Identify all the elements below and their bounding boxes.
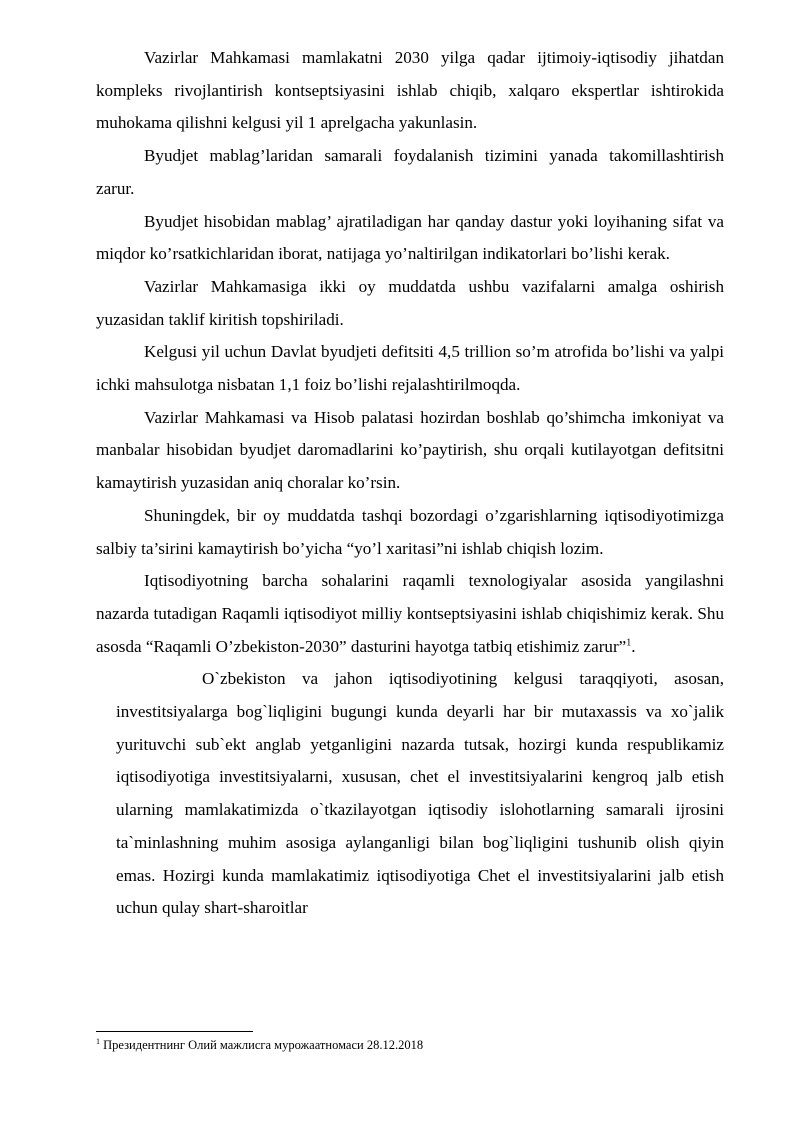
footnote-text: Президентнинг Олий мажлисга мурожаатномаси 28.12.2018 — [103, 1038, 424, 1052]
body-text — [96, 42, 724, 925]
paragraph: Kelgusi yil uchun Davlat byudjeti defitsiti 4,5 trillion so’m atrofida bo’lishi va yalpi ichki mahsulotga nisbatan 1,1 foiz bo’lishi rejalashtirilmoqda. — [96, 342, 724, 395]
paragraph: Byudjet hisobidan mablag’ ajratiladigan har qanday dastur yoki loyihaning sifat va miqdor ko’rsatkichlaridan iborat, natijaga yo’naltirilgan indikatorlari bo’lishi kerak. — [96, 211, 724, 264]
footnote-reference[interactable]: 1 — [626, 636, 632, 648]
paragraph: Vazirlar Mahkamasiga ikki oy muddatda ushbu vazifalarni amalga oshirish yuzasidan taklif kiritish topshiriladi. — [96, 276, 724, 329]
paragraph: Shuningdek, bir oy muddatda tashqi bozordagi o’zgarishlarning iqtisodiyotimizga salbiy ta’sirini kamaytirish bo’yicha “yo’l xaritasi”ni ishlab chiqish lozim. — [96, 505, 724, 558]
paragraph: Byudjet mablag’laridan samarali foydalanish tizimini yanada takomillashtirish zarur. — [96, 146, 724, 198]
paragraph: Iqtisodiyotning barcha sohalarini raqamli texnologiyalar asosida yangilashni nazarda tutadigan Raqamli iqtisodiyot milliy kontseptsiyasini ishlab chiqishimiz kerak. Shu asosda “Raqamli O’zbekiston-2030” dasturini hayotga tatbiq etishimiz zarur”$^1$. — [96, 571, 724, 656]
footnote-divider — [96, 1031, 253, 1032]
paragraph: O`zbekiston va jahon iqtisodiyotining kelgusi taraqqiyoti, asosan, investitsiyalarga bog`liqligini bugungi kunda deyarli har bir mutaxassis va xo`jalik yurituvchi sub`ekt anglab yetganligini nazarda tutsak, hozirgi kunda respublikamiz iqtisodiyotiga investitsiyalarni, xususan, chet el investitsiyalarini kengroq jalb etish ularning mamlakatimizda o`tkazilayotgan iqtisodiy islohotlarning samarali ijrosini ta`minlashning muhim asosiga aylanganligi bilan bog`liqligini tushunib olish qiyin emas. Hozirgi kunda mamlakatimiz iqtisodiyotiga Chet el investitsiyalarini jalb etish uchun qulay shart-sharoitlar — [116, 669, 724, 918]
paragraph: Vazirlar Mahkamasi va Hisob palatasi hozirdan boshlab qo’shimcha imkoniyat va manbalar hisobidan byudjet daromadlarini ko’paytirish, shu orqali kutilayotgan defitsitni kamaytirish yuzasidan aniq choralar ko’rsin. — [96, 407, 724, 493]
paragraph-text: Iqtisodiyotning barcha sohalarini raqamli texnologiyalar asosida yangilashni nazarda tutadigan Raqamli iqtisodiyot milliy kontseptsiyasini ishlab chiqishimiz kerak. Shu asosda “Raqamli O’zbekiston-2030” dasturini hayotga tatbiq etishimiz zarur” — [96, 571, 724, 656]
footnote — [96, 1037, 423, 1053]
footnote-marker: 1 — [96, 1036, 100, 1046]
paragraph: Vazirlar Mahkamasi mamlakatni 2030 yilga qadar ijtimoiy-iqtisodiy jihatdan kompleks rivojlantirish kontseptsiyasini ishlab chiqib, xalqaro ekspertlar ishtirokida muhokama qilishni kelgusi yil 1 aprelgacha yakunlasin. — [96, 48, 724, 133]
